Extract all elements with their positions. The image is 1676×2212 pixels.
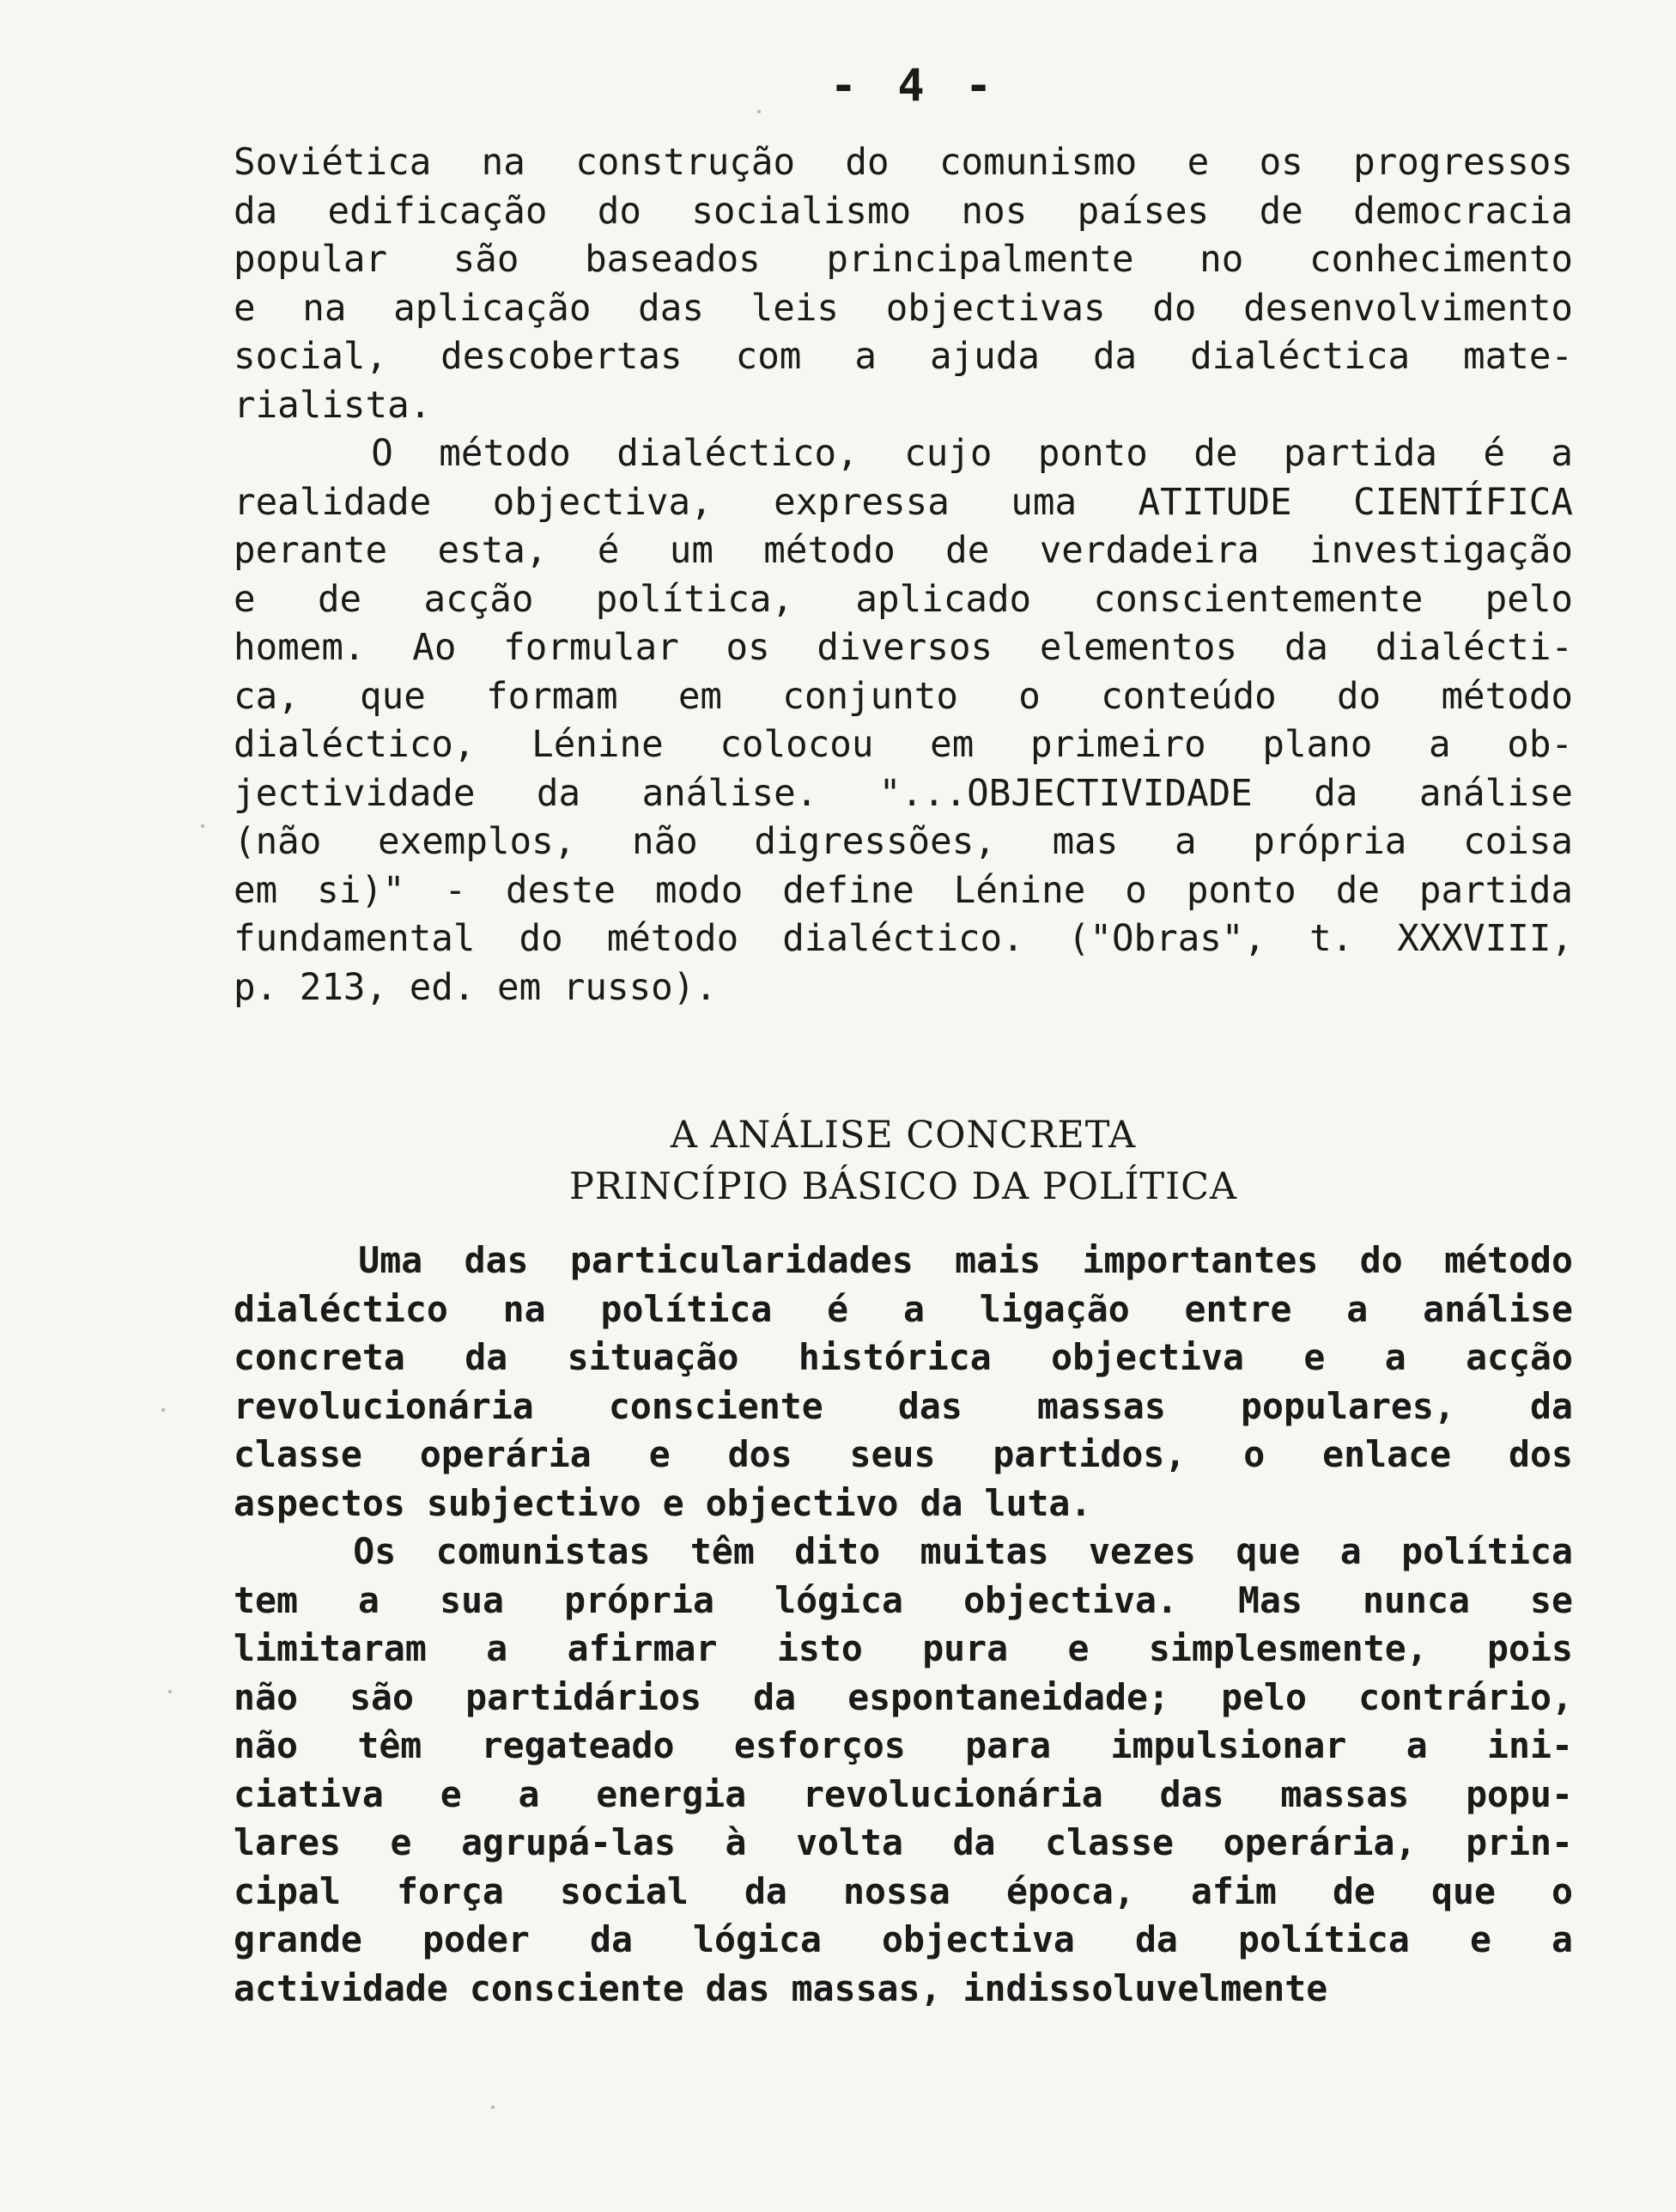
section-heading-line-2: PRINCÍPIO BÁSICO DA POLÍTICA	[568, 1165, 1238, 1208]
text-line: não são partidários da espontaneidade; pelo contrário,	[234, 1675, 1573, 1718]
text-line: ciativa e a energia revolucionária das massas popu-	[234, 1772, 1573, 1815]
scan-speck	[201, 824, 204, 828]
text-line: limitaram a afirmar isto pura e simplesmente, pois	[234, 1627, 1573, 1669]
text-line: da edificação do socialismo nos países de democracia	[234, 190, 1573, 233]
section-heading-line-1: A ANÁLISE CONCRETA	[670, 1114, 1137, 1157]
text-line: O método dialéctico, cujo ponto de partida é a	[234, 433, 1573, 475]
text-line: aspectos subjectivo e objectivo da luta.	[234, 1481, 1092, 1524]
text-line: fundamental do método dialéctico. ("Obras", t. XXXVIII,	[234, 918, 1573, 960]
scan-speck	[168, 1690, 172, 1693]
text-line: rialista.	[234, 384, 432, 427]
text-line: jectividade da análise. "...OBJECTIVIDADE da análise	[234, 772, 1573, 815]
text-line: dialéctico na política é a ligação entre a análise	[234, 1287, 1573, 1330]
text-line: Soviética na construção do comunismo e os progressos	[234, 142, 1573, 184]
text-line: ca, que formam em conjunto o conteúdo do método	[234, 675, 1573, 718]
text-line: realidade objectiva, expressa uma ATITUDE CIENTÍFICA	[234, 481, 1573, 524]
section-heading	[234, 1109, 1573, 1212]
text-line: (não exemplos, não digressões, mas a própria coisa	[234, 821, 1573, 863]
text-line: homem. Ao formular os diversos elementos da dialécti-	[234, 627, 1573, 669]
text-line: classe operária e dos seus partidos, o enlace dos	[234, 1433, 1573, 1475]
text-line: Os comunistas têm dito muitas vezes que a política	[234, 1530, 1573, 1572]
text-line: e de acção política, aplicado conscientemente pelo	[234, 578, 1573, 621]
text-line: p. 213, ed. em russo).	[234, 966, 717, 1009]
scan-speck	[491, 2106, 495, 2109]
text-line: e na aplicação das leis objectivas do desenvolvimento	[234, 287, 1573, 330]
text-line: popular são baseados principalmente no conhecimento	[234, 239, 1573, 281]
text-line: em si)" - deste modo define Lénine o ponto de partida	[234, 869, 1573, 912]
scan-speck	[757, 110, 761, 113]
text-line: grande poder da lógica objectiva da política e a	[234, 1918, 1573, 1960]
text-line: concreta da situação histórica objectiva e a acção	[234, 1336, 1573, 1378]
paragraph-block-soviet-dialectics	[234, 139, 1573, 1012]
page-number: - 4 -	[829, 60, 999, 112]
text-line: actividade consciente das massas, indissoluvelmente	[234, 1966, 1328, 2009]
text-line: tem a sua própria lógica objectiva. Mas nunca se	[234, 1578, 1573, 1621]
text-line: lares e agrupá-las à volta da classe operária, prin-	[234, 1821, 1573, 1863]
text-line: perante esta, é um método de verdadeira investigação	[234, 530, 1573, 572]
text-line: dialéctico, Lénine colocou em primeiro plano a ob-	[234, 724, 1573, 766]
paragraph-block-concrete-analysis	[234, 1237, 1573, 2013]
text-line: revolucionária consciente das massas populares, da	[234, 1384, 1573, 1427]
text-line: não têm regateado esforços para impulsionar a ini-	[234, 1724, 1573, 1766]
scan-speck	[161, 1408, 165, 1412]
text-line: Uma das particularidades mais importantes do método	[234, 1239, 1573, 1281]
text-line: social, descobertas com a ajuda da dialéctica mate-	[234, 336, 1573, 378]
text-line: cipal força social da nossa época, afim de que o	[234, 1869, 1573, 1912]
